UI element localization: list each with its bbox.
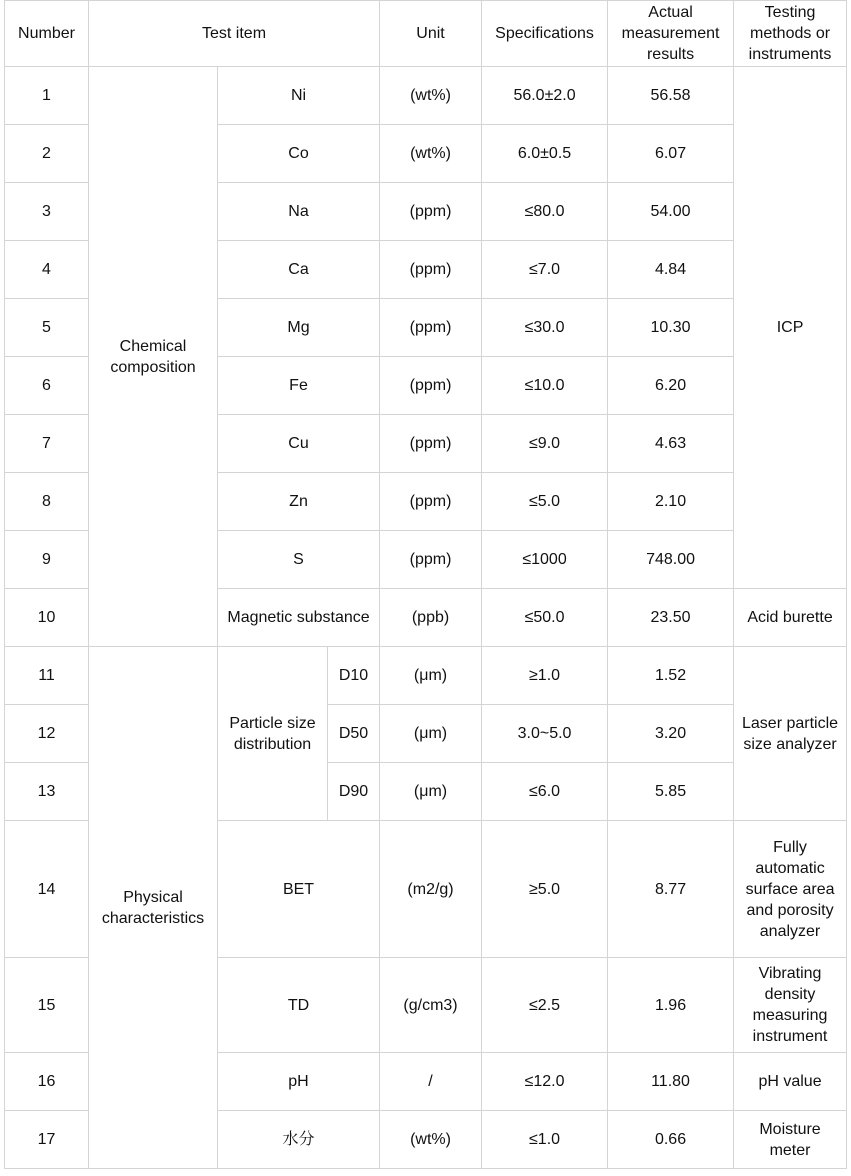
group-chemical-composition: Chemical composition	[89, 67, 218, 647]
group-physical-characteristics: Physical characteristics	[89, 647, 218, 1169]
actual-result: 748.00	[608, 531, 734, 589]
header-actual-results: Actual measurement results	[608, 1, 734, 67]
row-number: 6	[5, 357, 89, 415]
row-number: 10	[5, 589, 89, 647]
test-item: Fe	[218, 357, 380, 415]
unit: (ppm)	[380, 241, 482, 299]
unit: (ppm)	[380, 299, 482, 357]
specification: ≤80.0	[482, 183, 608, 241]
method-ph-value: pH value	[734, 1053, 847, 1111]
actual-result: 11.80	[608, 1053, 734, 1111]
unit: (ppm)	[380, 473, 482, 531]
method-bet-analyzer: Fully automatic surface area and porosity analyzer	[734, 821, 847, 958]
actual-result: 54.00	[608, 183, 734, 241]
actual-result: 2.10	[608, 473, 734, 531]
table-row	[5, 647, 847, 705]
test-item: Na	[218, 183, 380, 241]
unit: /	[380, 1053, 482, 1111]
actual-result: 4.63	[608, 415, 734, 473]
actual-result: 3.20	[608, 705, 734, 763]
unit: (ppm)	[380, 357, 482, 415]
test-item: Zn	[218, 473, 380, 531]
test-item: BET	[218, 821, 380, 958]
row-number: 17	[5, 1111, 89, 1169]
header-row	[5, 1, 847, 67]
test-item: Mg	[218, 299, 380, 357]
specification: 56.0±2.0	[482, 67, 608, 125]
unit: (wt%)	[380, 1111, 482, 1169]
unit: (ppm)	[380, 415, 482, 473]
unit: (μm)	[380, 763, 482, 821]
specification-table	[4, 0, 847, 1169]
specification: ≤1000	[482, 531, 608, 589]
specification: ≤9.0	[482, 415, 608, 473]
specification: ≥5.0	[482, 821, 608, 958]
row-number: 13	[5, 763, 89, 821]
test-item: 水分	[218, 1111, 380, 1169]
actual-result: 5.85	[608, 763, 734, 821]
row-number: 8	[5, 473, 89, 531]
group-particle-size-distribution: Particle size distribution	[218, 647, 328, 821]
unit: (μm)	[380, 705, 482, 763]
actual-result: 10.30	[608, 299, 734, 357]
test-item: Magnetic substance	[218, 589, 380, 647]
header-specifications: Specifications	[482, 1, 608, 67]
specification: 6.0±0.5	[482, 125, 608, 183]
actual-result: 1.52	[608, 647, 734, 705]
row-number: 2	[5, 125, 89, 183]
header-unit: Unit	[380, 1, 482, 67]
specification: ≤5.0	[482, 473, 608, 531]
test-item: D10	[328, 647, 380, 705]
method-acid-burette: Acid burette	[734, 589, 847, 647]
unit: (m2/g)	[380, 821, 482, 958]
test-item: TD	[218, 958, 380, 1053]
row-number: 9	[5, 531, 89, 589]
row-number: 3	[5, 183, 89, 241]
row-number: 15	[5, 958, 89, 1053]
actual-result: 6.07	[608, 125, 734, 183]
unit: (ppb)	[380, 589, 482, 647]
header-number: Number	[5, 1, 89, 67]
unit: (ppm)	[380, 183, 482, 241]
table-row	[5, 67, 847, 125]
test-item: Ni	[218, 67, 380, 125]
unit: (ppm)	[380, 531, 482, 589]
specification: ≤7.0	[482, 241, 608, 299]
method-density-instrument: Vibrating density measuring instrument	[734, 958, 847, 1053]
test-item: pH	[218, 1053, 380, 1111]
actual-result: 1.96	[608, 958, 734, 1053]
row-number: 7	[5, 415, 89, 473]
unit: (wt%)	[380, 67, 482, 125]
actual-result: 8.77	[608, 821, 734, 958]
row-number: 14	[5, 821, 89, 958]
test-item: S	[218, 531, 380, 589]
specification: 3.0~5.0	[482, 705, 608, 763]
row-number: 16	[5, 1053, 89, 1111]
specification: ≤2.5	[482, 958, 608, 1053]
specification: ≤12.0	[482, 1053, 608, 1111]
test-item: Co	[218, 125, 380, 183]
header-test-item: Test item	[89, 1, 380, 67]
actual-result: 6.20	[608, 357, 734, 415]
actual-result: 56.58	[608, 67, 734, 125]
row-number: 5	[5, 299, 89, 357]
row-number: 11	[5, 647, 89, 705]
test-item: Ca	[218, 241, 380, 299]
unit: (wt%)	[380, 125, 482, 183]
method-laser-analyzer: Laser particle size analyzer	[734, 647, 847, 821]
test-item: D90	[328, 763, 380, 821]
actual-result: 0.66	[608, 1111, 734, 1169]
header-testing-methods: Testing methods or instruments	[734, 1, 847, 67]
method-moisture-meter: Moisture meter	[734, 1111, 847, 1169]
unit: (g/cm3)	[380, 958, 482, 1053]
method-icp: ICP	[734, 67, 847, 589]
row-number: 1	[5, 67, 89, 125]
specification: ≤50.0	[482, 589, 608, 647]
specification: ≤6.0	[482, 763, 608, 821]
specification: ≤30.0	[482, 299, 608, 357]
specification: ≤1.0	[482, 1111, 608, 1169]
row-number: 4	[5, 241, 89, 299]
actual-result: 23.50	[608, 589, 734, 647]
specification: ≥1.0	[482, 647, 608, 705]
unit: (μm)	[380, 647, 482, 705]
actual-result: 4.84	[608, 241, 734, 299]
specification: ≤10.0	[482, 357, 608, 415]
row-number: 12	[5, 705, 89, 763]
test-item: Cu	[218, 415, 380, 473]
test-item: D50	[328, 705, 380, 763]
